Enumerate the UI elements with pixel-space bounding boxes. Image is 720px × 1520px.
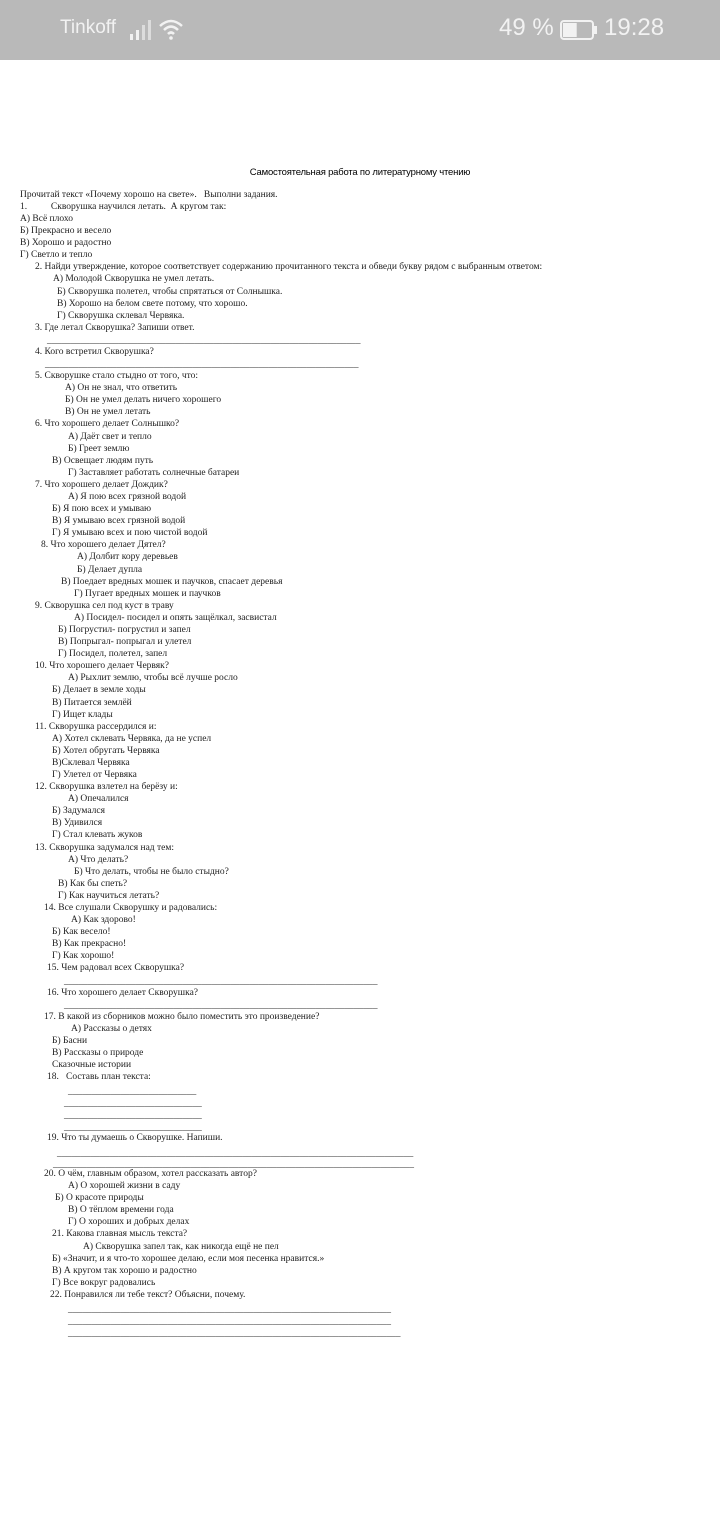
answer-line: В) Освещает людям путь	[52, 456, 154, 466]
intro-line: Прочитай текст «Почему хорошо на свете». Выполни задания.	[20, 190, 278, 200]
answer-line: В) Как прекрасно!	[52, 939, 127, 949]
answer-line: А) Рассказы о детях	[71, 1024, 152, 1034]
question-line: 12. Скворушка взлетел на берёзу и:	[35, 782, 178, 792]
answer-blank-line: ___________________________	[68, 1087, 197, 1097]
answer-line: А) Посидел- посидел и опять защёлкал, засвистал	[74, 613, 277, 623]
question-line: 1. Скворушка научился летать. А кругом так:	[20, 202, 227, 212]
answer-line: В) Как бы спеть?	[58, 879, 128, 889]
answer-line: В) Я умываю всех грязной водой	[52, 516, 186, 526]
answer-line: Б) Он не умел делать ничего хорошего	[65, 395, 222, 405]
clock: 19:28	[604, 14, 665, 41]
answer-blank-line: ____________________________________________________________________________	[53, 1160, 414, 1170]
answer-line: Сказочные истории	[52, 1060, 132, 1070]
answer-line: В) О тёплом времени года	[68, 1205, 174, 1215]
answer-line: Г) О хороших и добрых делах	[68, 1217, 190, 1227]
answer-line: Г) Стал клевать жуков	[52, 830, 143, 840]
question-line: 6. Что хорошего делает Солнышко?	[35, 419, 180, 429]
question-line: 14. Все слушали Скворушку и радовались:	[44, 903, 218, 913]
answer-line: Г) Заставляет работать солнечные батареи	[68, 468, 240, 478]
answer-line: Г) Все вокруг радовались	[52, 1278, 156, 1288]
answer-line: Б) Задумался	[52, 806, 106, 816]
question-line: 13. Скворушка задумался над тем:	[35, 843, 175, 853]
answer-blank-line: ____________________________________________________________________	[68, 1317, 391, 1327]
answer-line: А) Долбит кору деревьев	[77, 552, 178, 562]
answer-line: В) Попрыгал- попрыгал и улетел	[58, 637, 192, 647]
answer-blank-line: __________________________________________________________________	[64, 977, 378, 987]
answer-line: В) Питается землёй	[52, 698, 132, 708]
answer-line: Б) «Значит, и я что-то хорошее делаю, если моя песенка нравится.»	[52, 1254, 325, 1264]
answer-line: Б) Делает в земле ходы	[52, 685, 146, 695]
answer-line: Г) Улетел от Червяка	[52, 770, 137, 780]
answer-line: А) Рыхлит землю, чтобы всё лучше росло	[68, 673, 238, 683]
question-line: 11. Скворушка рассердился и:	[35, 722, 157, 732]
question-line: 21. Какова главная мысль текста?	[52, 1229, 188, 1239]
answer-blank-line: __________________________________________________________________	[45, 360, 359, 370]
question-line: 7. Что хорошего делает Дождик?	[35, 480, 168, 490]
answer-blank-line: __________________________________________________________________	[47, 336, 361, 346]
question-line: 17. В какой из сборников можно было поместить это произведение?	[44, 1012, 320, 1022]
question-line: 15. Чем радовал всех Скворушка?	[47, 963, 185, 973]
question-line: 22. Понравился ли тебе текст? Объясни, почему.	[50, 1290, 246, 1300]
question-line: 16. Что хорошего делает Скворушка?	[47, 988, 198, 998]
answer-line: Б) Греет землю	[68, 444, 130, 454]
answer-line: Б) Хотел обругать Червяка	[52, 746, 160, 756]
answer-line: Б) Басни	[52, 1036, 88, 1046]
question-line: 8. Что хорошего делает Дятел?	[41, 540, 166, 550]
question-line: 5. Скворушке стало стыдно от того, что:	[35, 371, 199, 381]
question-line: 19. Что ты думаешь о Скворушке. Напиши.	[47, 1133, 223, 1143]
answer-line: Б) Прекрасно и весело	[20, 226, 112, 236]
answer-line: А) Даёт свет и тепло	[68, 432, 152, 442]
answer-line: Г) Пугает вредных мошек и паучков	[74, 589, 221, 599]
answer-line: Г) Как хорошо!	[52, 951, 115, 961]
answer-line: А) Он не знал, что ответить	[65, 383, 178, 393]
answer-line: А) Скворушка запел так, как никогда ещё не пел	[83, 1242, 279, 1252]
question-line: 2. Найди утверждение, которое соответствует содержанию прочитанного текста и обведи букву рядом с выбранным ответом:	[35, 262, 543, 272]
answer-line: Б) Как весело!	[52, 927, 111, 937]
answer-line: Г) Ищет клады	[52, 710, 113, 720]
answer-line: Г) Я умываю всех и пою чистой водой	[52, 528, 208, 538]
answer-line: В) Хорошо на белом свете потому, что хорошо.	[57, 299, 248, 309]
answer-line: Б) Скворушка полетел, чтобы спрятаться от Солнышка.	[57, 287, 283, 297]
answer-line: А) Молодой Скворушка не умел летать.	[53, 274, 215, 284]
answer-line: А) Хотел склевать Червяка, да не успел	[52, 734, 212, 744]
answer-line: Б) Что делать, чтобы не было стыдно?	[74, 867, 229, 877]
answer-line: В) Рассказы о природе	[52, 1048, 144, 1058]
answer-line: Б) Погрустил- погрустил и запел	[58, 625, 191, 635]
answer-line: А) Всё плохо	[20, 214, 74, 224]
answer-line: А) О хорошей жизни в саду	[68, 1181, 181, 1191]
answer-blank-line: _____________________________	[64, 1111, 202, 1121]
question-line: 20. О чём, главным образом, хотел рассказать автор?	[44, 1169, 257, 1179]
answer-line: А) Что делать?	[68, 855, 129, 865]
question-line: 3. Где летал Скворушка? Запиши ответ.	[35, 323, 195, 333]
answer-line: Г) Как научиться летать?	[58, 891, 160, 901]
answer-line: В) Он не умел летать	[65, 407, 151, 417]
answer-blank-line: __________________________________________________________________	[64, 1001, 378, 1011]
answer-blank-line: ______________________________________________________________________	[68, 1329, 401, 1339]
answer-line: А) Опечалился	[68, 794, 129, 804]
document-title: Самостоятельная работа по литературному чтению	[249, 167, 471, 178]
answer-line: Б) Делает дупла	[77, 565, 143, 575]
answer-line: Б) Я пою всех и умываю	[52, 504, 152, 514]
answer-blank-line: ___________________________________________________________________________	[57, 1149, 414, 1159]
answer-line: В)Склевал Червяка	[52, 758, 130, 768]
answer-line: Г) Посидел, полетел, запел	[58, 649, 168, 659]
answer-line: Г) Светло и тепло	[20, 250, 93, 260]
answer-line: Б) О красоте природы	[55, 1193, 144, 1203]
answer-line: В) Хорошо и радостно	[20, 238, 112, 248]
answer-line: А) Как здорово!	[71, 915, 136, 925]
question-line: 18. Составь план текста:	[47, 1072, 151, 1082]
answer-line: В) А кругом так хорошо и радостно	[52, 1266, 197, 1276]
answer-blank-line: _____________________________	[64, 1123, 202, 1133]
answer-line: А) Я пою всех грязной водой	[68, 492, 187, 502]
answer-line: В) Поедает вредных мошек и паучков, спасает деревья	[61, 577, 283, 587]
answer-line: В) Удивился	[52, 818, 103, 828]
carrier-name: Tinkoff	[60, 17, 116, 38]
answer-blank-line: _____________________________	[64, 1099, 202, 1109]
question-line: 10. Что хорошего делает Червяк?	[35, 661, 169, 671]
question-line: 9. Скворушка сел под куст в траву	[35, 601, 174, 611]
question-line: 4. Кого встретил Скворушка?	[35, 347, 154, 357]
battery-percent: 49 %	[499, 14, 554, 41]
answer-blank-line: ____________________________________________________________________	[68, 1305, 391, 1315]
answer-line: Г) Скворушка склевал Червяка.	[57, 311, 185, 321]
